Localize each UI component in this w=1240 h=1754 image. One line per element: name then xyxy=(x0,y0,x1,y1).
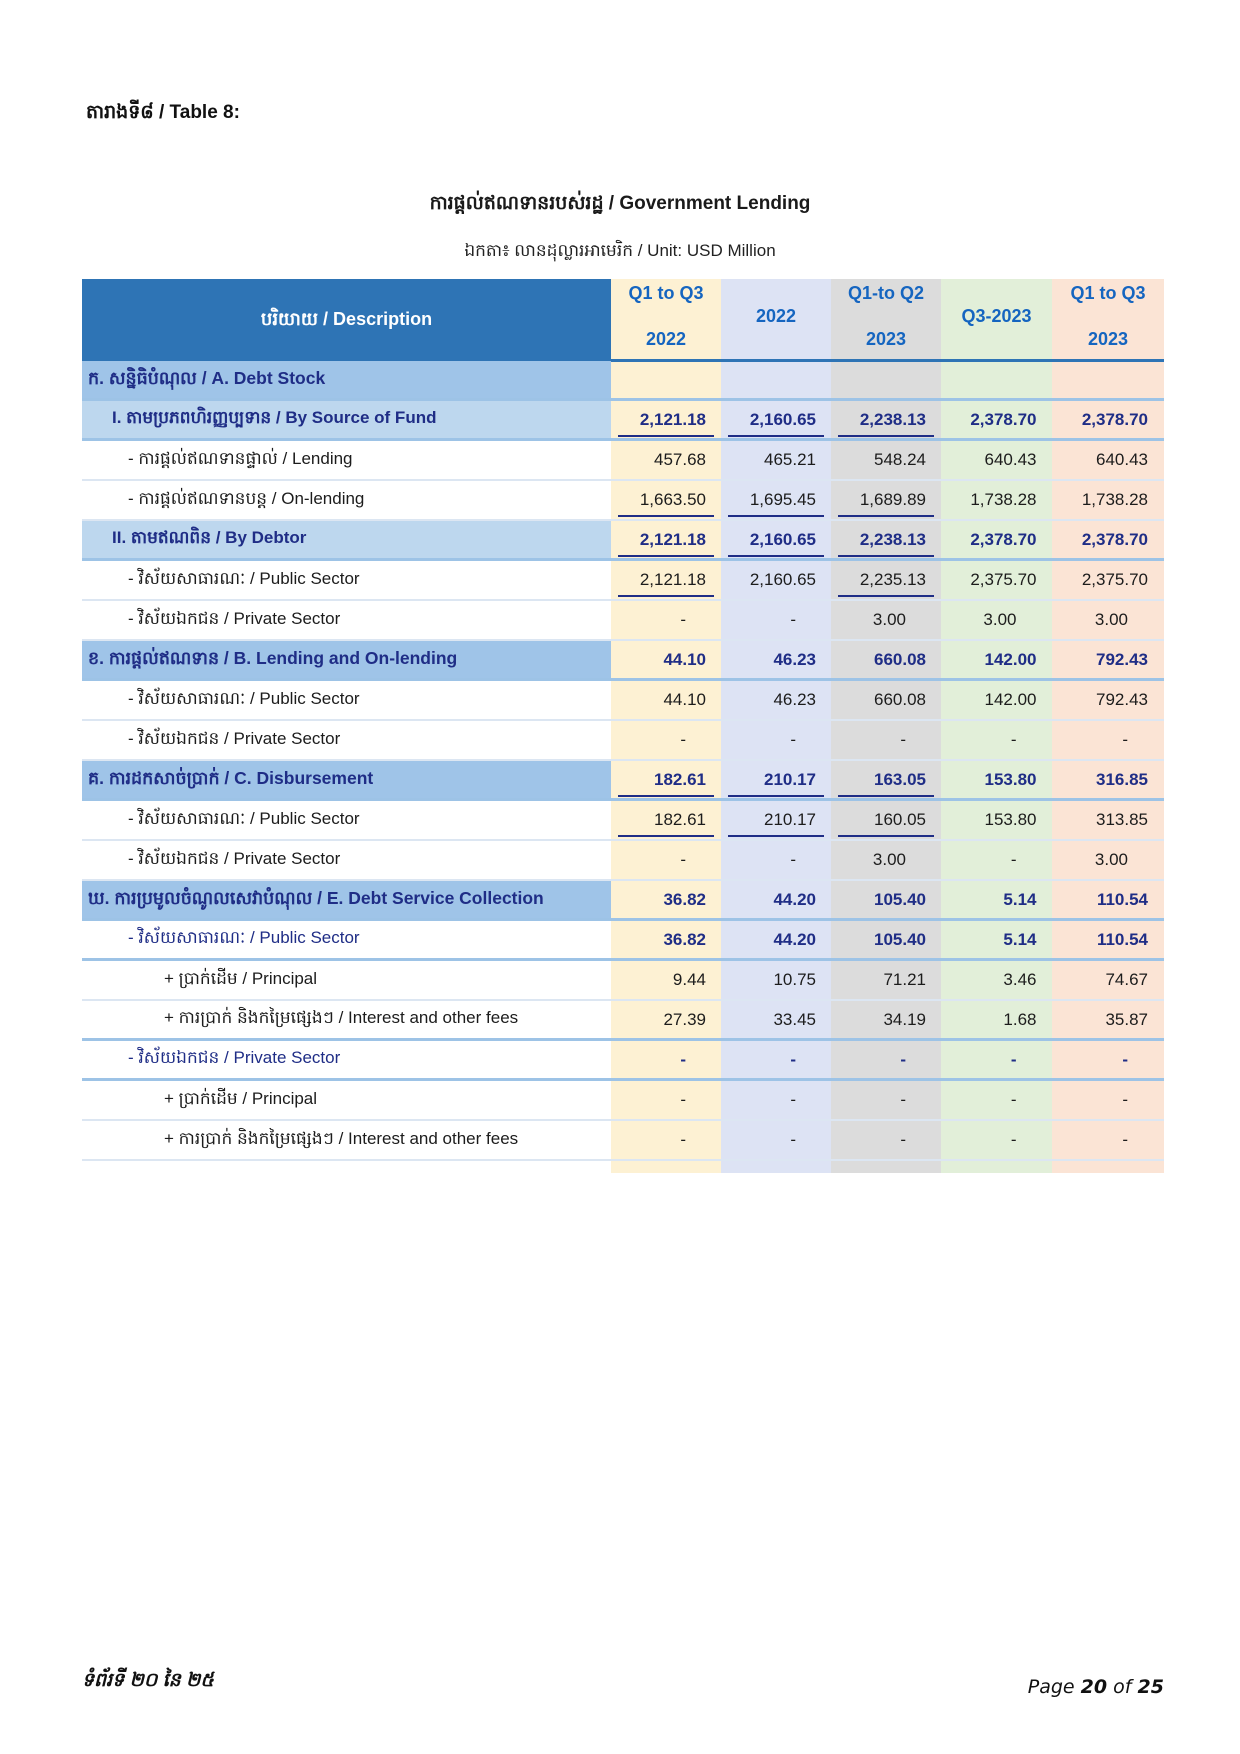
row-description: II. តាមឥណពិន / By Debtor xyxy=(82,521,611,558)
row-value-col1 xyxy=(618,361,714,398)
row-value-col5: 3.00 xyxy=(1094,850,1128,869)
row-value-col1: - xyxy=(680,610,686,629)
row-value-col3: 2,235.13 xyxy=(859,570,926,589)
row-description: គ. ការដកសាច់ប្រាក់ / C. Disbursement xyxy=(82,761,611,798)
value-underline xyxy=(618,835,714,837)
row-value-col4: 3.00 xyxy=(983,610,1017,629)
row-value-col2: 1,695.45 xyxy=(749,490,816,509)
row-value-col2: 10.75 xyxy=(773,970,816,989)
row-value-col4 xyxy=(949,361,1045,398)
row-value-col3: 105.40 xyxy=(874,929,926,949)
table-row xyxy=(82,481,1164,521)
row-description: - ការផ្តល់ឥណទានបន្ត / On-lending xyxy=(128,488,365,508)
row-description: ខ. ការផ្តល់ឥណទាន / B. Lending and On-lending xyxy=(82,641,611,678)
row-value-col2: - xyxy=(790,1049,796,1069)
row-value-col3: 160.05 xyxy=(874,810,926,829)
row-value-col1: - xyxy=(680,1049,686,1069)
row-value-col3: 2,238.13 xyxy=(859,529,926,549)
row-value-col4: 142.00 xyxy=(984,649,1037,669)
row-value-col5: 2,378.70 xyxy=(1081,529,1148,549)
row-value-col3: - xyxy=(900,1090,906,1109)
header-q3-2023 xyxy=(941,279,1052,361)
row-value-col5: 792.43 xyxy=(1096,649,1148,669)
row-value-col4: 5.14 xyxy=(1003,929,1037,949)
value-underline xyxy=(838,595,934,597)
row-value-col2: 210.17 xyxy=(764,810,816,829)
row-value-col2: - xyxy=(790,1090,796,1109)
row-value-col2: - xyxy=(790,1130,796,1149)
value-underline xyxy=(618,435,714,437)
table-row xyxy=(82,401,1164,441)
row-value-col4: 153.80 xyxy=(984,810,1037,829)
value-underline xyxy=(728,795,824,797)
value-underline xyxy=(618,795,714,797)
row-value-col3: - xyxy=(900,1130,906,1149)
row-value-col2: 2,160.65 xyxy=(749,570,816,589)
row-value-col5: 35.87 xyxy=(1105,1009,1148,1029)
row-description: - វិស័យឯកជន / Private Sector xyxy=(128,1048,341,1067)
table-title: ការផ្តល់ឥណទានរបស់រដ្ឋ / Government Lending xyxy=(429,193,811,214)
value-underline xyxy=(838,435,934,437)
row-value-col5: - xyxy=(1122,1130,1128,1149)
row-value-col3: 105.40 xyxy=(874,889,926,909)
row-value-col3: 660.08 xyxy=(874,649,926,669)
row-value-col4: 1.68 xyxy=(1003,1009,1037,1029)
table-row xyxy=(82,721,1164,761)
header-2022-text: 2022 xyxy=(755,306,797,326)
row-value-col3: - xyxy=(900,730,906,749)
row-description: ក. សន្និធិបំណុល / A. Debt Stock xyxy=(82,361,611,398)
table-row xyxy=(82,881,1164,921)
table-row xyxy=(82,921,1164,961)
row-value-col3: 163.05 xyxy=(874,769,926,789)
row-value-col5: 2,378.70 xyxy=(1081,409,1148,429)
row-value-col1: 182.61 xyxy=(654,769,706,789)
footer-page-prefix: Page xyxy=(1027,1676,1075,1698)
table-row xyxy=(82,441,1164,481)
row-description: - វិស័យឯកជន / Private Sector xyxy=(128,848,341,868)
row-value-col2: - xyxy=(790,850,796,869)
header-q1q3-2022-line1: Q1 to Q3 xyxy=(628,283,704,303)
row-value-col5: 74.67 xyxy=(1105,970,1148,989)
row-description: - វិស័យសាធារណៈ / Public Sector xyxy=(128,808,360,828)
footer-page-current: 20 xyxy=(1080,1676,1108,1698)
row-value-col3: 71.21 xyxy=(883,970,926,989)
row-value-col5: 110.54 xyxy=(1096,929,1148,949)
value-underline xyxy=(728,515,824,517)
row-value-col1: 182.61 xyxy=(654,810,706,829)
header-description: បរិយាយ / Description xyxy=(82,279,611,361)
row-value-col1: 1,663.50 xyxy=(639,490,706,509)
row-description: + ប្រាក់ដើម / Principal xyxy=(164,968,318,988)
table-row xyxy=(82,761,1164,801)
footer-page-number xyxy=(1028,1676,1164,1698)
value-underline xyxy=(618,595,714,597)
row-value-col5: 640.43 xyxy=(1096,450,1148,469)
row-description: - វិស័យសាធារណៈ / Public Sector xyxy=(128,928,360,947)
row-value-col2: 46.23 xyxy=(773,649,816,669)
value-underline xyxy=(838,835,934,837)
row-value-col2 xyxy=(728,361,824,398)
row-value-col1: 36.82 xyxy=(663,889,706,909)
header-q1q3-2023 xyxy=(1052,279,1164,361)
row-value-col1: - xyxy=(680,850,686,869)
row-value-col2: 2,160.65 xyxy=(749,409,816,429)
table-row xyxy=(82,1041,1164,1081)
row-value-col2: 33.45 xyxy=(773,1009,816,1029)
row-value-col5: 316.85 xyxy=(1096,769,1148,789)
row-value-col2: 2,160.65 xyxy=(749,529,816,549)
footer-khmer-page: ទំព័រទី ២០ នៃ ២៥ xyxy=(82,1670,214,1691)
row-value-col4: - xyxy=(1010,1130,1017,1149)
row-value-col5: 110.54 xyxy=(1096,889,1148,909)
row-value-col3: 660.08 xyxy=(874,690,926,709)
row-value-col4: - xyxy=(1010,1090,1017,1109)
row-value-col5 xyxy=(1060,361,1156,398)
row-value-col3: 1,689.89 xyxy=(859,490,926,509)
row-value-col4: 2,378.70 xyxy=(970,409,1037,429)
row-value-col4: 153.80 xyxy=(984,769,1037,789)
row-value-col3: 3.00 xyxy=(872,850,906,869)
row-value-col5: 792.43 xyxy=(1096,690,1148,709)
row-value-col1: - xyxy=(680,730,686,749)
row-value-col1: 2,121.18 xyxy=(639,409,706,429)
row-value-col4: - xyxy=(1010,850,1017,869)
table-row xyxy=(82,841,1164,881)
row-value-col4: 2,375.70 xyxy=(970,570,1037,589)
header-2022 xyxy=(721,279,831,361)
table-row xyxy=(82,561,1164,601)
row-value-col4: - xyxy=(1010,730,1017,749)
table-row xyxy=(82,1081,1164,1121)
row-value-col5: 1,738.28 xyxy=(1081,490,1148,509)
table-row xyxy=(82,1001,1164,1041)
row-value-col4: 640.43 xyxy=(984,450,1037,469)
row-value-col5: 313.85 xyxy=(1096,810,1148,829)
header-q1q3-2023-line1: Q1 to Q3 xyxy=(1070,283,1146,303)
row-value-col4: 2,378.70 xyxy=(970,529,1037,549)
value-underline xyxy=(728,435,824,437)
table-label: តារាងទី៨ / Table 8: xyxy=(86,102,240,123)
row-value-col4: - xyxy=(1010,1049,1017,1069)
row-value-col2: 44.20 xyxy=(773,889,816,909)
row-value-col1: 9.44 xyxy=(672,970,706,989)
row-description: + ការប្រាក់ និងកម្រៃផ្សេងៗ / Interest and other fees xyxy=(164,1008,519,1027)
row-description: - វិស័យឯកជន / Private Sector xyxy=(128,728,341,748)
row-description: I. តាមប្រភពហិរញ្ញប្បទាន / By Source of Fund xyxy=(82,401,611,438)
row-description: ឃ. ការប្រមូលចំណូលសេវាបំណុល / E. Debt Service Collection xyxy=(82,881,611,918)
row-value-col2: - xyxy=(790,610,796,629)
header-q1q3-2022-line2: 2022 xyxy=(645,329,687,349)
table-row xyxy=(82,641,1164,681)
value-underline xyxy=(838,515,934,517)
row-value-col5: - xyxy=(1122,1090,1128,1109)
header-q1q3-2023-line2: 2023 xyxy=(1087,329,1129,349)
row-value-col5: 2,375.70 xyxy=(1081,570,1148,589)
row-description: - វិស័យសាធារណៈ / Public Sector xyxy=(128,568,360,588)
table-row xyxy=(82,601,1164,641)
row-value-col4: 142.00 xyxy=(984,690,1037,709)
header-q1q2-2023-line2: 2023 xyxy=(865,329,907,349)
row-value-col1: 457.68 xyxy=(654,450,706,469)
row-description: - ការផ្តល់ឥណទានផ្ទាល់ / Lending xyxy=(128,448,353,468)
row-value-col5: - xyxy=(1122,1049,1128,1069)
row-description: + ការប្រាក់ និងកម្រៃផ្សេងៗ / Interest and other fees xyxy=(164,1128,519,1148)
value-underline xyxy=(728,835,824,837)
row-value-col1: - xyxy=(680,1090,686,1109)
row-description: + ប្រាក់ដើម / Principal xyxy=(164,1088,318,1108)
header-q1q2-2023-line1: Q1-to Q2 xyxy=(847,283,924,303)
row-value-col1: 44.10 xyxy=(663,690,706,709)
row-value-col3: 2,238.13 xyxy=(859,409,926,429)
row-value-col4: 5.14 xyxy=(1003,889,1037,909)
table-row xyxy=(82,521,1164,561)
row-value-col1: 36.82 xyxy=(663,929,706,949)
table-row xyxy=(82,1121,1164,1161)
row-value-col5: - xyxy=(1122,730,1128,749)
row-value-col3: 548.24 xyxy=(874,450,926,469)
unit-label: ឯកតា៖ លានដុល្លារអាមេរិក / Unit: USD Million xyxy=(464,241,776,260)
table-row xyxy=(82,361,1164,401)
footer-page-total: 25 xyxy=(1137,1676,1164,1698)
row-value-col1: 2,121.18 xyxy=(639,529,706,549)
row-value-col3 xyxy=(838,361,934,398)
row-value-col2: 210.17 xyxy=(764,769,816,789)
row-value-col1: - xyxy=(680,1130,686,1149)
table-row xyxy=(82,801,1164,841)
value-underline xyxy=(838,795,934,797)
row-description: - វិស័យឯកជន / Private Sector xyxy=(128,608,341,628)
row-value-col1: 27.39 xyxy=(663,1009,706,1029)
header-q3-2023-text: Q3-2023 xyxy=(961,306,1032,326)
value-underline xyxy=(838,555,934,557)
row-value-col4: 1,738.28 xyxy=(970,490,1037,509)
value-underline xyxy=(618,555,714,557)
row-value-col1: 44.10 xyxy=(663,649,706,669)
row-value-col2: - xyxy=(790,730,796,749)
value-underline xyxy=(618,515,714,517)
footer-page-of: of xyxy=(1113,1676,1132,1698)
row-value-col2: 44.20 xyxy=(773,929,816,949)
table-row xyxy=(82,681,1164,721)
row-value-col2: 465.21 xyxy=(764,450,816,469)
row-value-col3: - xyxy=(900,1049,906,1069)
row-value-col3: 34.19 xyxy=(883,1009,926,1029)
row-value-col4: 3.46 xyxy=(1003,970,1037,989)
table-row xyxy=(82,961,1164,1001)
value-underline xyxy=(728,555,824,557)
row-value-col5: 3.00 xyxy=(1094,610,1128,629)
header-q1q2-2023 xyxy=(831,279,941,361)
row-value-col3: 3.00 xyxy=(872,610,906,629)
row-description: - វិស័យសាធារណៈ / Public Sector xyxy=(128,688,360,708)
row-value-col2: 46.23 xyxy=(773,690,816,709)
header-q1q3-2022 xyxy=(611,279,721,361)
row-value-col1: 2,121.18 xyxy=(639,570,706,589)
